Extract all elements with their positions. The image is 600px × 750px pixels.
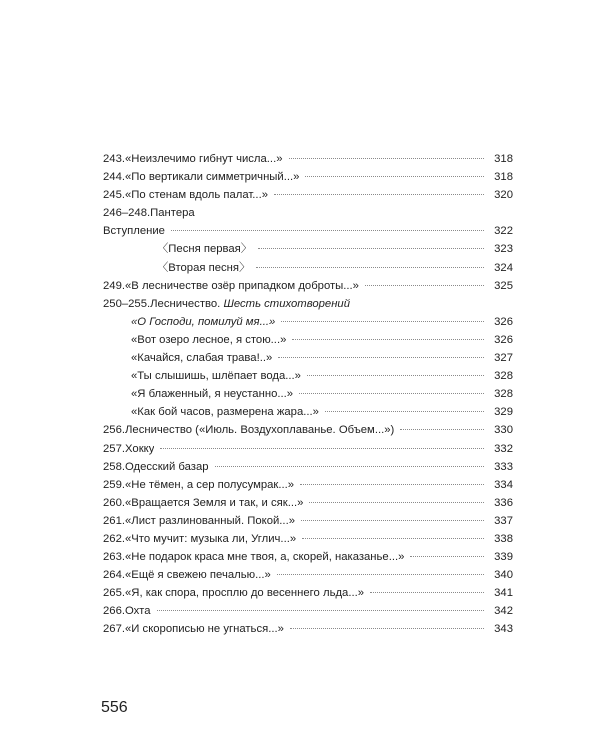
entry-number: 258. [103, 460, 125, 473]
page-number: 318 [494, 171, 513, 184]
entry-number: 263. [103, 551, 125, 564]
entry-number: 266. [103, 605, 125, 618]
entry-title: «Я блаженный, я неустанно...» [131, 388, 294, 401]
dot-leader [309, 502, 484, 503]
entry-title: 〈Песня первая〉 [157, 243, 253, 256]
page-number: 337 [494, 514, 513, 527]
toc-entry[interactable] [103, 186, 513, 204]
toc-subentry[interactable] [103, 331, 513, 349]
toc-entry[interactable] [103, 584, 513, 602]
entry-title: «Лист разлинованный. Покой...» [125, 514, 295, 527]
page-folio: 556 [101, 699, 128, 716]
page-number: 318 [494, 153, 513, 165]
entry-title: Вступление [103, 225, 165, 238]
toc-entry[interactable] [103, 277, 513, 295]
dot-leader [292, 339, 484, 340]
entry-number: 265. [103, 587, 125, 600]
page-number: 341 [494, 587, 513, 600]
dot-leader [274, 194, 484, 195]
entry-title: «Не тёмен, а сер полусумрак...» [125, 478, 295, 491]
page-number: 338 [494, 532, 513, 545]
entry-title: «Качайся, слабая трава!..» [131, 352, 273, 365]
toc-subentry[interactable] [103, 385, 513, 403]
page-number: 320 [494, 189, 513, 202]
toc-subentry[interactable] [103, 349, 513, 367]
dot-leader [256, 267, 484, 268]
table-of-contents [103, 150, 513, 639]
dot-leader [157, 610, 484, 611]
page-number: 327 [494, 352, 513, 365]
page-number: 329 [494, 406, 513, 419]
dot-leader [299, 393, 484, 394]
entry-title: Пантера [150, 207, 195, 220]
dot-leader [307, 375, 484, 376]
toc-entry[interactable] [103, 494, 513, 512]
toc-entry[interactable] [103, 168, 513, 186]
entry-number: 267. [103, 623, 125, 636]
entry-number: 250–255. [103, 297, 151, 310]
toc-subentry[interactable] [103, 240, 513, 258]
page-number: 332 [494, 442, 513, 455]
toc-entry[interactable] [103, 440, 513, 458]
toc-entry[interactable] [103, 458, 513, 476]
entry-title: «Ты слышишь, шлёпает вода...» [131, 370, 301, 383]
toc-section-heading[interactable] [103, 295, 513, 313]
entry-title: «О Господи, помилуй мя...» [131, 315, 276, 328]
toc-entry[interactable] [103, 421, 513, 439]
page-number: 330 [494, 424, 513, 437]
page-number: 343 [494, 623, 513, 636]
toc-subentry[interactable] [103, 313, 513, 331]
dot-leader [281, 321, 484, 322]
dot-leader [325, 411, 484, 412]
page-number: 324 [494, 261, 513, 274]
page-number: 325 [494, 279, 513, 292]
page-number: 336 [494, 496, 513, 509]
entry-title: Хокку [125, 442, 155, 455]
toc-subentry[interactable] [103, 259, 513, 277]
page-number: 322 [494, 225, 513, 238]
entry-title: Лесничество. [150, 297, 224, 310]
entry-title: «Неизлечимо гибнут числа...» [125, 153, 283, 165]
entry-number: 261. [103, 514, 125, 527]
entry-title: Одесский базар [125, 460, 209, 473]
page-number: 340 [494, 569, 513, 582]
entry-number: 249. [103, 279, 125, 292]
toc-entry[interactable] [103, 512, 513, 530]
entry-title: «Вот озеро лесное, я стою...» [131, 333, 287, 346]
page-number: 334 [494, 478, 513, 491]
entry-number: 245. [103, 189, 125, 202]
dot-leader [277, 574, 484, 575]
dot-leader [305, 176, 484, 177]
dot-leader [370, 592, 484, 593]
entry-title: Лесничество («Июль. Воздухоплаванье. Объем...») [125, 424, 395, 437]
entry-title: «Я, как спора, просплю до весеннего льда...» [125, 587, 365, 600]
entry-number: 260. [103, 496, 125, 509]
toc-entry[interactable] [103, 566, 513, 584]
toc-entry[interactable] [103, 602, 513, 620]
entry-number: 257. [103, 442, 125, 455]
entry-number: 259. [103, 478, 125, 491]
entry-title: «В лесничестве озёр припадком доброты...» [125, 279, 359, 292]
toc-subentry[interactable] [103, 367, 513, 385]
dot-leader [300, 484, 484, 485]
toc-entry[interactable] [103, 222, 513, 240]
entry-number: 246–248. [103, 207, 151, 220]
dot-leader [160, 448, 484, 449]
toc-entry[interactable] [103, 620, 513, 638]
entry-title: 〈Вторая песня〉 [157, 261, 251, 274]
page-number: 326 [494, 315, 513, 328]
dot-leader [215, 466, 484, 467]
toc-entry[interactable] [103, 150, 513, 168]
page-number: 342 [494, 605, 513, 618]
dot-leader [290, 628, 484, 629]
toc-entry[interactable] [103, 548, 513, 566]
entry-title: Охта [125, 605, 151, 618]
entry-title: «По стенам вдоль палат...» [125, 189, 268, 202]
entry-number: 256. [103, 424, 125, 437]
dot-leader [365, 285, 484, 286]
toc-entry[interactable] [103, 476, 513, 494]
entry-number: 262. [103, 532, 125, 545]
entry-title-italic: Шесть стихотворений [223, 297, 350, 310]
entry-title: «И скорописью не угнаться...» [125, 623, 284, 636]
page-number: 339 [494, 551, 513, 564]
dot-leader [301, 520, 484, 521]
toc-section-heading[interactable] [103, 204, 513, 222]
toc-subentry[interactable] [103, 403, 513, 421]
entry-title: «Не подарок краса мне твоя, а, скорей, наказанье...» [125, 551, 405, 564]
dot-leader [302, 538, 484, 539]
dot-leader [410, 556, 484, 557]
entry-number: 264. [103, 569, 125, 582]
entry-title: «Что мучит: музыка ли, Углич...» [125, 532, 297, 545]
entry-title: «Как бой часов, размерена жара...» [131, 406, 319, 419]
dot-leader [289, 158, 485, 159]
dot-leader [258, 248, 484, 249]
dot-leader [400, 429, 484, 430]
entry-title: «Вращается Земля и так, и сяк...» [125, 496, 304, 509]
entry-title: «По вертикали симметричный...» [125, 171, 300, 184]
dot-leader [171, 230, 484, 231]
page-number: 333 [494, 460, 513, 473]
toc-entry[interactable] [103, 530, 513, 548]
page-number: 328 [494, 370, 513, 383]
entry-title: «Ещё я свежею печалью...» [125, 569, 271, 582]
page-number: 328 [494, 388, 513, 401]
page-number: 326 [494, 333, 513, 346]
dot-leader [278, 357, 484, 358]
entry-number: 243. [103, 153, 125, 165]
page-number: 323 [494, 243, 513, 256]
entry-number: 244. [103, 171, 125, 184]
